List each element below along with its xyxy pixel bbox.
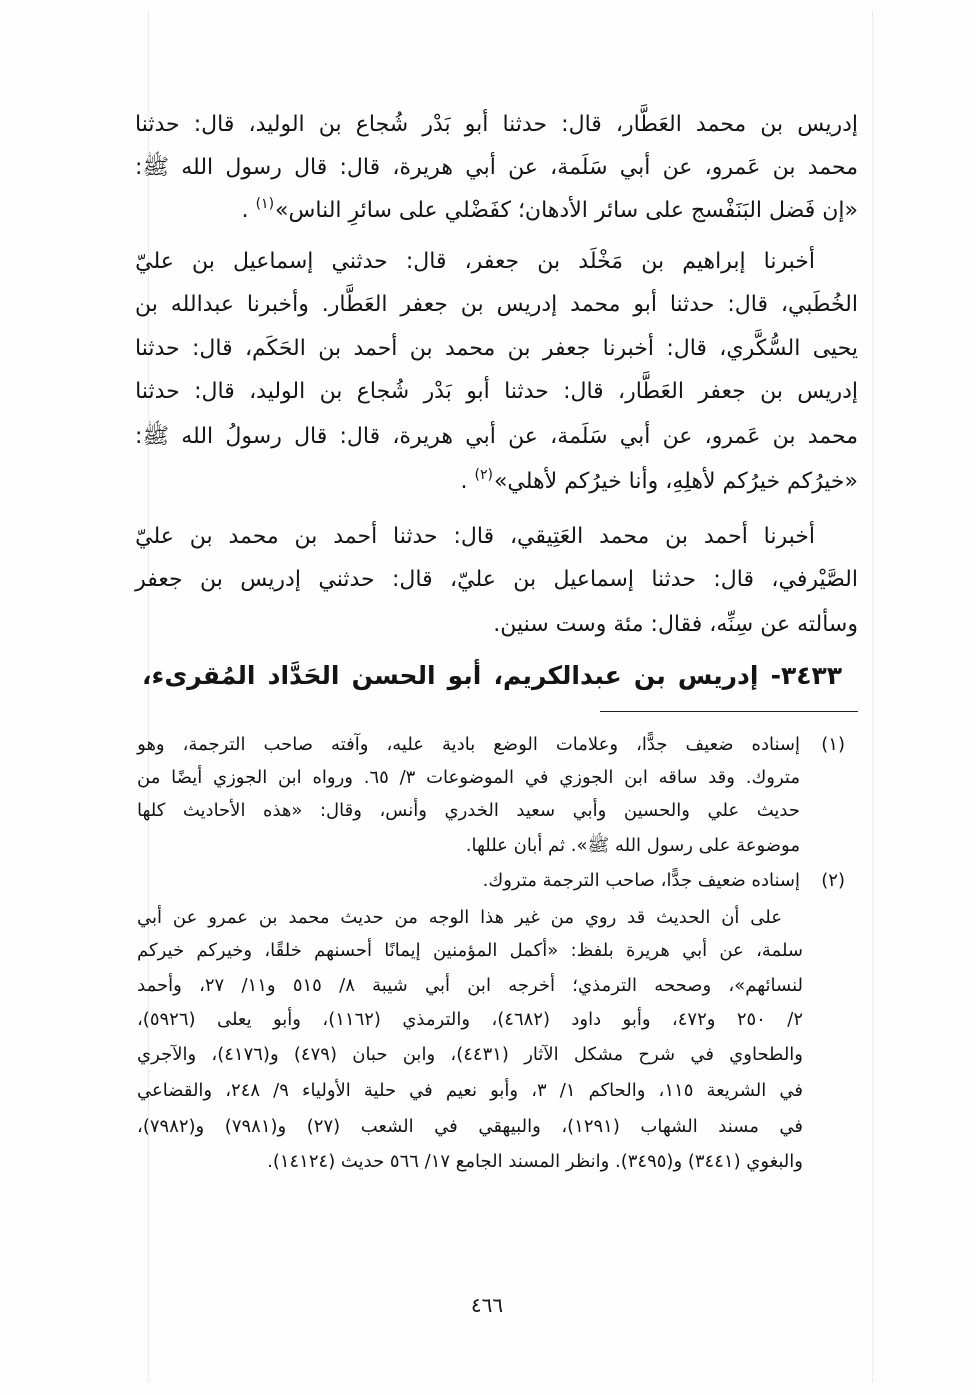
word: الله	[181, 155, 214, 180]
word: علي	[707, 800, 740, 821]
word: إسناده	[751, 734, 800, 755]
word: يحيى	[812, 336, 858, 361]
text-line	[135, 370, 858, 414]
word: (٤٦٨٢)،	[491, 1009, 550, 1030]
word: محمد	[444, 336, 496, 361]
period: .	[241, 198, 249, 223]
word: أحمد	[703, 524, 748, 549]
word: عليّ،	[450, 567, 496, 592]
word: قال:	[713, 567, 754, 592]
word: عليه،	[386, 734, 425, 755]
footnote-line	[137, 1003, 803, 1037]
word: قال:	[339, 155, 381, 180]
word: عن	[719, 940, 744, 961]
word: شيبة	[372, 975, 408, 996]
word: قال:	[339, 424, 381, 449]
word: بن	[409, 336, 433, 361]
word: في	[690, 1044, 714, 1065]
word: أبي	[465, 155, 496, 180]
word: (٤٤٣١)،	[450, 1044, 509, 1065]
word: عن	[662, 155, 693, 180]
word: جعفر	[698, 379, 746, 404]
word: محمد	[599, 524, 650, 549]
word: حلية	[363, 1080, 397, 1101]
text-line	[135, 558, 858, 602]
word: في	[779, 1116, 803, 1137]
word: أبي	[137, 907, 163, 928]
word: (١٢٩١)،	[561, 1116, 620, 1137]
word: «أكمل	[509, 940, 559, 961]
word: الوليد،	[248, 112, 305, 137]
word: عن	[508, 424, 538, 449]
word: الأولياء	[301, 1080, 351, 1101]
word: بن	[318, 112, 342, 137]
word: بلفظ:	[570, 940, 614, 961]
word: حدثنا	[651, 567, 696, 592]
word: حدثني	[318, 567, 375, 592]
scan-artifact-line	[872, 12, 873, 1382]
word: الترمذي؛	[572, 975, 638, 996]
word: ورواه	[312, 767, 353, 788]
word: إدريس	[797, 379, 858, 404]
word: ٨/	[339, 975, 355, 996]
word: الوجه	[428, 907, 470, 928]
footnote-line	[137, 969, 803, 1003]
word: ٣٤٣٣-	[770, 661, 842, 690]
word: بن	[760, 112, 784, 137]
word: حدثنا	[669, 292, 715, 317]
text-line	[135, 240, 815, 284]
word: شُجاع	[355, 112, 409, 137]
word: بن	[513, 567, 537, 592]
word: المُقرىء،	[142, 661, 256, 690]
word: حدثنا	[135, 379, 180, 404]
word: و(٧٩٨٢)،	[137, 1116, 205, 1137]
word: نعيم	[445, 1080, 477, 1101]
footnote-line	[137, 1074, 803, 1108]
word: شرح	[638, 1044, 676, 1065]
text-line	[135, 327, 858, 371]
word: أخبرنا	[763, 524, 815, 549]
word: حدثنا	[504, 379, 549, 404]
word: قال:	[561, 112, 602, 137]
word: إدريس	[240, 567, 301, 592]
footnote-separator	[600, 711, 858, 712]
text-line	[135, 515, 815, 559]
word: الشريعة	[706, 1080, 767, 1101]
footnote-line	[137, 1038, 803, 1072]
word: وابن	[402, 1044, 436, 1065]
word: و(٧٩٨١)	[224, 1116, 287, 1137]
word: أبي	[465, 424, 496, 449]
word: الوضع	[493, 734, 538, 755]
word: إدريس	[496, 292, 558, 317]
word: أبو	[466, 379, 490, 404]
word: ضعيف	[685, 734, 734, 755]
word: بن	[641, 249, 665, 274]
footnote-line-last: إسناده ضعيف جدًّا، صاحب الترجمة متروك.	[482, 870, 800, 891]
word: وأبو	[490, 1080, 519, 1101]
word: خلقًا،	[264, 940, 302, 961]
period: .	[460, 469, 468, 494]
word: ابن	[624, 767, 648, 788]
word: بن	[537, 249, 561, 274]
word: بن	[760, 379, 783, 404]
text-line	[135, 103, 858, 147]
word: السُّكَّري،	[719, 336, 801, 361]
word: حدثني	[331, 249, 388, 274]
word: ٢٥٠	[736, 1009, 766, 1030]
word: (١١٦٢)،	[322, 1009, 381, 1030]
word: وقد	[708, 767, 735, 788]
footnote-line	[137, 1110, 803, 1144]
word: الموضوعات	[426, 767, 515, 788]
word: حديث	[340, 907, 384, 928]
word: ٣/	[399, 767, 416, 788]
word: من	[137, 767, 161, 788]
word: ﷺ:	[135, 155, 170, 180]
word: عبدالله	[170, 292, 234, 317]
word: أحمد	[333, 524, 378, 549]
word: قال	[294, 155, 328, 180]
word: محمد	[570, 292, 621, 317]
footnote-line	[137, 934, 803, 968]
word: إسماعيل	[553, 567, 634, 592]
word: الشعب	[360, 1116, 414, 1137]
word: وعلامات	[555, 734, 619, 755]
word: صاحب	[263, 734, 314, 755]
word: وخيركم	[196, 940, 253, 961]
word: وأنس،	[379, 800, 427, 821]
word: بن	[258, 907, 278, 928]
word: أبي	[424, 975, 450, 996]
word: بن	[772, 155, 796, 180]
word: على	[750, 907, 782, 928]
word: المؤمنين	[432, 940, 498, 961]
word: قال:	[191, 336, 233, 361]
word: محمد	[807, 424, 858, 449]
word: عَمرو،	[704, 424, 761, 449]
word: بن	[318, 336, 342, 361]
word: ١/	[559, 1080, 576, 1101]
word: في	[434, 1116, 458, 1137]
word: متروك.	[745, 767, 800, 788]
footnote-ref: (١)	[255, 196, 275, 212]
word: قد	[627, 907, 646, 928]
word: إدريس	[677, 661, 759, 690]
word: حدثنا	[135, 112, 180, 137]
word: بن	[135, 292, 158, 317]
word: والحسين	[623, 800, 690, 821]
word: في	[779, 1080, 803, 1101]
word: لنسائهم»،	[728, 975, 803, 996]
word: بن	[460, 292, 484, 317]
text-line-last	[461, 460, 859, 504]
word: مسند	[718, 1116, 759, 1137]
word: و٤٧٢،	[671, 1009, 716, 1030]
word: قال	[294, 424, 328, 449]
word: محمد	[695, 112, 747, 137]
word: روي	[584, 907, 617, 928]
word: خيركم	[137, 940, 185, 961]
word: (٢٧)	[306, 1116, 341, 1137]
word: شُجاع	[356, 379, 410, 404]
word: سلمة،	[756, 940, 803, 961]
word: وأبو	[272, 1009, 301, 1030]
word: والبيهقي	[478, 1116, 541, 1137]
entry-heading	[142, 651, 842, 701]
word: العَطَّار،	[615, 112, 682, 137]
word: حديث	[756, 800, 800, 821]
word: محمد	[288, 907, 330, 928]
word: يعلى	[216, 1009, 252, 1030]
word: قال:	[727, 292, 768, 317]
word: جعفر،	[464, 249, 520, 274]
text-line	[135, 146, 858, 190]
word: وهو	[137, 734, 165, 755]
word: وآفته	[331, 734, 369, 755]
footnote-marker: (٢)	[821, 870, 845, 891]
word: محمد	[228, 524, 279, 549]
word: الحديث	[656, 907, 711, 928]
word: من	[550, 907, 574, 928]
word: ٢/	[787, 1009, 803, 1030]
word: ابن	[277, 767, 302, 788]
hadith-quote: «إن فَضل البَنَفْسج على سائر الأدهان؛ كفَضْلي على سائرِ الناس»	[275, 198, 858, 223]
word: بن	[294, 524, 318, 549]
word: جعفر	[135, 567, 183, 592]
word: و(٤١٧٦)،	[211, 1044, 279, 1065]
word: هريرة،	[392, 155, 454, 180]
word: و١١/	[241, 975, 276, 996]
word: أن	[721, 907, 740, 928]
word: حدثنا	[135, 336, 180, 361]
word: عبدالكريم،	[493, 661, 622, 690]
word: وقال:	[319, 800, 362, 821]
footnote-marker: (١)	[821, 734, 845, 755]
word: هريرة	[626, 940, 670, 961]
word: محمد	[807, 155, 858, 180]
word: جعفر	[542, 336, 591, 361]
word: ١١٥،	[658, 1080, 694, 1101]
word: (٤٧٩)	[293, 1044, 337, 1065]
page-number: ٤٦٦	[470, 1293, 504, 1317]
word: حبان	[352, 1044, 388, 1065]
word: أيضًا	[171, 767, 203, 788]
word: الحَكَم،	[244, 336, 306, 361]
word: عن	[508, 155, 538, 180]
word: (٥٩٢٦)،	[137, 1009, 196, 1030]
word: بن	[319, 379, 343, 404]
word: من	[394, 907, 418, 928]
word: رسول	[225, 155, 282, 180]
word: داود	[571, 1009, 602, 1030]
word: والطحاوي	[729, 1044, 803, 1065]
word: قال:	[563, 379, 604, 404]
word: ٣،	[531, 1080, 547, 1101]
footnote-line-last: والبغوي (٣٤٤١) و(٣٤٩٥). وانظر المسند الجامع ١٧/ ٥٦٦ حديث (١٤١٢٤).	[267, 1151, 803, 1172]
word: الصَّيْرفي،	[771, 567, 858, 592]
word: الخدري	[444, 800, 499, 821]
word: هذا	[480, 907, 505, 928]
text-line-last: وسألته عن سِنِّه، فقال: مئة وست سنين.	[493, 612, 858, 637]
word: والقضاعي	[137, 1080, 213, 1101]
word: ٩/	[273, 1080, 289, 1101]
word: الآثار	[524, 1044, 559, 1065]
word: جدًّا،	[636, 734, 668, 755]
word: ٢٧،	[199, 975, 225, 996]
word: الله	[181, 424, 214, 449]
word: بن	[191, 249, 215, 274]
word: كلها	[137, 800, 166, 821]
word: ابن	[467, 975, 491, 996]
word: أبي	[682, 940, 708, 961]
word: «هذه	[263, 800, 303, 821]
word: عن	[662, 424, 693, 449]
word: الجوزي	[213, 767, 268, 788]
word: ٦٥.	[363, 767, 389, 788]
word: مشكل	[573, 1044, 624, 1065]
word: الجوزي	[559, 767, 614, 788]
word: جعفر	[400, 292, 448, 317]
word: عليّ	[135, 249, 174, 274]
word: أخرجه	[508, 975, 556, 996]
word: بادية	[442, 734, 476, 755]
text-line	[135, 283, 858, 327]
word: قال:	[392, 567, 433, 592]
word: قال:	[405, 249, 447, 274]
word: إسماعيل	[232, 249, 314, 274]
word: ساقه	[658, 767, 698, 788]
word: العَطَّار.	[321, 292, 388, 317]
word: بن	[189, 524, 213, 549]
word: وأبي	[572, 800, 607, 821]
word: أخبرنا	[602, 336, 654, 361]
word: وأخبرنا	[246, 292, 309, 317]
word: عن	[172, 907, 198, 928]
word: الوليد،	[249, 379, 306, 404]
word: والحاكم	[588, 1080, 646, 1101]
word: وأحمد	[137, 975, 182, 996]
word: رسولُ	[225, 424, 282, 449]
word: أبي	[619, 155, 651, 180]
word: سعيد	[516, 800, 556, 821]
word: حدثنا	[502, 112, 548, 137]
word: سَلَمة،	[550, 155, 608, 180]
word: أحسنهم	[314, 940, 373, 961]
word: ﷺ:	[135, 424, 170, 449]
word: غير	[514, 907, 540, 928]
word: بن	[200, 567, 223, 592]
word: الخُطَبي،	[780, 292, 858, 317]
word: العَطَّار،	[618, 379, 684, 404]
word: بن	[633, 661, 666, 690]
word: والآجري	[137, 1044, 197, 1065]
word: الأحاديث	[182, 800, 246, 821]
word: إيمانًا	[384, 940, 421, 961]
word: العَتِيقي،	[509, 524, 584, 549]
word: وأبو	[622, 1009, 651, 1030]
word: أبو	[464, 112, 489, 137]
word: هريرة،	[392, 424, 454, 449]
word: سَلَمة،	[550, 424, 608, 449]
word: الشهاب	[640, 1116, 698, 1137]
text-line	[135, 415, 858, 459]
text-line-last	[242, 189, 858, 233]
word: الحسن	[351, 661, 436, 690]
word: أبي	[619, 424, 651, 449]
footnote-ref: (٢)	[474, 467, 493, 483]
word: أبو	[447, 661, 482, 690]
footnote-line	[137, 794, 800, 828]
word: قال:	[666, 336, 707, 361]
word: ٢٤٨،	[225, 1080, 261, 1101]
word: الحَدَّاد	[267, 661, 340, 690]
word: أخبرنا	[763, 249, 815, 274]
word: قال:	[453, 524, 495, 549]
word: بن	[772, 424, 796, 449]
word: أحمد	[353, 336, 398, 361]
footnote-line	[137, 761, 800, 795]
word: والترمذي	[402, 1009, 471, 1030]
footnote-line-last: موضوعة على رسول الله ﷺ». ثم أبان عللها.	[465, 835, 800, 856]
word: بَدْر	[423, 379, 452, 404]
word: قال:	[193, 112, 235, 137]
word: ٥١٥	[292, 975, 322, 996]
word: بن	[507, 336, 531, 361]
footnote-line	[137, 728, 800, 762]
word: عَمرو،	[704, 155, 761, 180]
word: بَدْر	[422, 112, 451, 137]
footnote-line	[137, 901, 782, 935]
hadith-quote: «خيرُكم خيرُكم لأهلِهِ، وأنا خيرُكم لأهلي»	[493, 469, 858, 494]
word: مَخْلَد	[578, 249, 624, 274]
word: عمرو	[208, 907, 248, 928]
word: في	[409, 1080, 433, 1101]
word: أبو	[633, 292, 657, 317]
word: إبراهيم	[682, 249, 746, 274]
word: الترجمة،	[182, 734, 246, 755]
word: بن	[665, 524, 689, 549]
word: قال:	[194, 379, 235, 404]
word: إدريس	[797, 112, 858, 137]
word: عليّ	[135, 524, 174, 549]
word: في	[524, 767, 549, 788]
word: حدثنا	[393, 524, 438, 549]
word: وصححه	[654, 975, 712, 996]
